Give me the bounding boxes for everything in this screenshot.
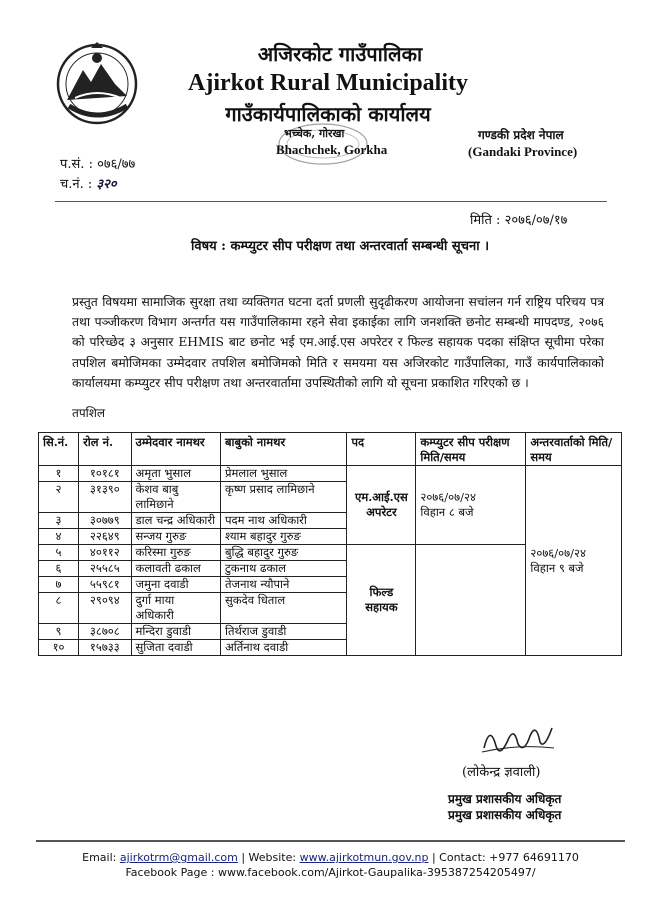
table-header-row [39, 433, 622, 466]
cell-roll: ३१३९० [79, 482, 131, 513]
cell-candidate: डाल चन्द्र अधिकारी [131, 513, 220, 529]
cell-father: पदम नाथ अधिकारी [220, 513, 346, 529]
signature-icon [478, 718, 558, 760]
cell-candidate: करिस्मा गुरुङ [131, 545, 220, 561]
details-label: तपशिल [72, 406, 106, 420]
cell-father: तिर्थराज डुवाडी [220, 624, 346, 640]
col-roll: रोल नं. [79, 433, 131, 466]
dispatch-value: ३२० [96, 177, 117, 192]
notice-body: प्रस्तुत विषयमा सामाजिक सुरक्षा तथा व्यक्तिगत घटना दर्ता प्रणली सुदृढीकरण आयोजना सचांलन गर्न राष्ट्रिय परिचय पत्र तथा पञ्जीकरण विभाग अन्तर्गत यस गाउँपालिकामा रहने सेवा इकाईका लागि जनशक्ति छनोट सम्बन्धी मापदण्ड, २०७६ को परिच्छेद ३ अनुसार EHMIS बाट छनोट भई एम.आई.एस अपरेटर र फिल्ड सहायक पदका संक्षिप्त सूचीमा परेका तपशिल बमोजिमका उम्मेदवार तपशिल बमोजिमको मिति र समयमा यस अजिरकोट गाउँपालिका, गाउँ कार्यपालिकाको कार्यालयमा कम्प्युटर सीप परीक्षण तथा अन्तरवार्तामा उपस्थितीको लागि यो सूचना प्रकाशित गरिएको छ । [72, 295, 604, 390]
contact-text: | Contact: +977 64691170 [428, 851, 579, 864]
cell-candidate: अमृता भुसाल [131, 466, 220, 482]
cell-father: प्रेमलाल भुसाल [220, 466, 346, 482]
test-time: विहान ८ बजे [420, 505, 474, 519]
nepal-emblem-icon [55, 40, 140, 125]
cell-serial: १० [39, 640, 79, 656]
cell-candidate: सन्जय गुरुङ [131, 529, 220, 545]
cell-serial: ६ [39, 561, 79, 577]
cell-father: अर्तिनाथ दवाडी [220, 640, 346, 656]
cell-serial: ४ [39, 529, 79, 545]
cell-father: तेजनाथ न्यौपाने [220, 577, 346, 593]
website-label: | Website: [237, 851, 300, 864]
cell-roll: १०१८१ [79, 466, 131, 482]
test-date: २०७६/०७/२४ [420, 490, 476, 504]
cell-serial: १ [39, 466, 79, 482]
post-mis-label: एम.आई.एस अपरेटर [355, 490, 408, 519]
cell-father: सुकदेव धिताल [220, 593, 346, 624]
candidate-table [38, 432, 622, 656]
office-name: गाउँकार्यपालिकाको कार्यालय [225, 102, 431, 126]
col-post: पद [347, 433, 416, 466]
cell-roll: ३०७७९ [79, 513, 131, 529]
post-field-label: फिल्ड सहायक [365, 585, 398, 614]
header-divider [55, 201, 607, 202]
municipality-name-nepali: अजिरकोट गाउँपालिका [257, 42, 423, 66]
col-father: बाबुको नामथर [220, 433, 346, 466]
cell-roll: १५७३३ [79, 640, 131, 656]
website-link[interactable]: www.ajirkotmun.gov.np [299, 851, 429, 864]
col-interview-datetime: अन्तरवार्ताको मिति/समय [526, 433, 622, 466]
cell-father: कृष्ण प्रसाद लामिछाने [220, 482, 346, 513]
footer-divider [36, 840, 625, 842]
cell-roll: ५५९८१ [79, 577, 131, 593]
email-label: Email: [82, 851, 120, 864]
cell-candidate: कलावती ढकाल [131, 561, 220, 577]
reference-value: ०७६/७७ [97, 157, 136, 172]
col-serial: सि.नं. [39, 433, 79, 466]
cell-father: टुकनाथ ढकाल [220, 561, 346, 577]
cell-serial: ३ [39, 513, 79, 529]
footer-contact-line [0, 851, 661, 864]
cell-serial: ९ [39, 624, 79, 640]
province-english: (Gandaki Province) [468, 144, 578, 159]
municipality-name-english: Ajirkot Rural Municipality [188, 70, 468, 96]
cell-interview-datetime [526, 466, 622, 656]
email-link[interactable]: ajirkotrm@gmail.com [119, 851, 238, 864]
col-candidate: उम्मेदवार नामथर [131, 433, 220, 466]
cell-serial: ७ [39, 577, 79, 593]
signer-designation-stamp: प्रमुख प्रशासकीय अधिकृत [448, 808, 562, 822]
cell-candidate: केशव बाबु लामिछाने [131, 482, 220, 513]
dispatch-label: च.नं. : [60, 177, 93, 192]
cell-roll: २९०९४ [79, 593, 131, 624]
dispatch-number [60, 174, 117, 192]
cell-candidate: दुर्गा माया अधिकारी [131, 593, 220, 624]
cell-post-mis [347, 466, 416, 545]
cell-father: श्याम बहादुर गुरुङ [220, 529, 346, 545]
signer-designation: प्रमुख प्रशासकीय अधिकृत [448, 792, 562, 806]
cell-post-field [347, 545, 416, 656]
cell-roll: २५५८५ [79, 561, 131, 577]
cell-serial: ५ [39, 545, 79, 561]
cell-candidate: सुजिता दवाडी [131, 640, 220, 656]
cell-father: बुद्धि बहादुर गुरुङ [220, 545, 346, 561]
cell-test-datetime [416, 466, 526, 545]
cell-serial: २ [39, 482, 79, 513]
cell-roll: २२६४९ [79, 529, 131, 545]
cell-roll: ३८७०८ [79, 624, 131, 640]
cell-candidate: जमुना दवाडी [131, 577, 220, 593]
cell-roll: ४०११२ [79, 545, 131, 561]
notice-date: मिति : २०७६/०७/१७ [470, 213, 568, 228]
footer-facebook: Facebook Page : www.facebook.com/Ajirkot-Gaupalika-395387254205497/ [125, 866, 536, 879]
cell-candidate: मन्दिरा डुवाडी [131, 624, 220, 640]
address-nepali: भच्चेक, गोरखा [284, 127, 345, 140]
col-test-datetime: कम्प्युटर सीप परीक्षण मिति/समय [416, 433, 526, 466]
interview-date: २०७६/०७/२४ [530, 545, 586, 560]
address-english: Bhachchek, Gorkha [276, 142, 388, 157]
interview-time: विहान ९ बजे [530, 560, 584, 575]
reference-label: प.सं. : [60, 157, 93, 172]
province-nepali: गण्डकी प्रदेश नेपाल [478, 128, 564, 142]
reference-number [60, 154, 135, 172]
table-row [39, 466, 622, 482]
cell-test-datetime-blank [416, 545, 526, 656]
cell-serial: ८ [39, 593, 79, 624]
signer-name: (लोकेन्द्र ज्ञवाली) [462, 765, 541, 780]
notice-subject: विषय : कम्प्युटर सीप परीक्षण तथा अन्तरवार्ता सम्बन्धी सूचना । [190, 239, 490, 254]
